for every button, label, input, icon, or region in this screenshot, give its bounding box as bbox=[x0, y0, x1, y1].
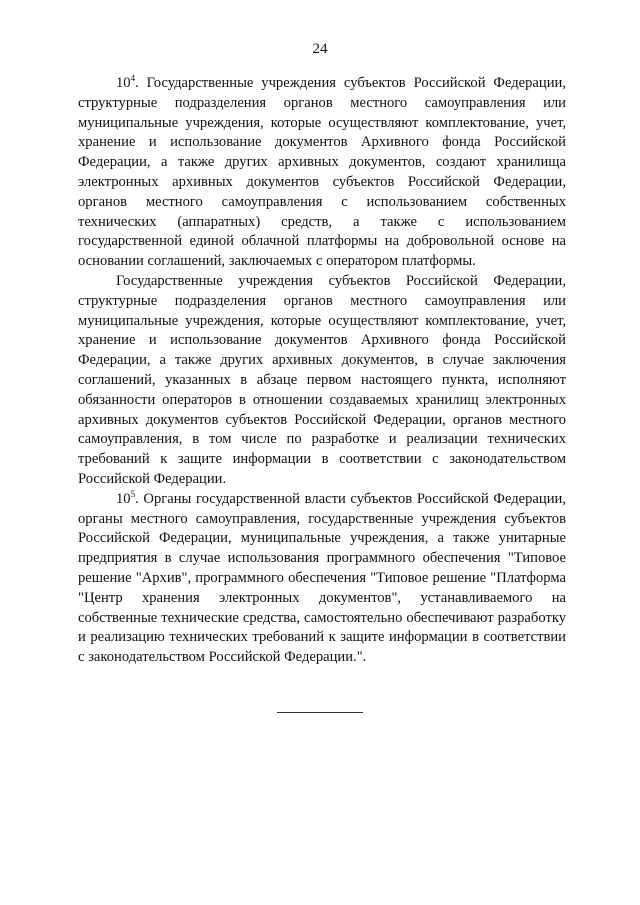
paragraph-text: . Государственные учреждения субъектов Российской Федерации, структурные подразделения органов местного самоуправления или муниципальные учреждения, которые осуществляют комплектование, учет, хранение и использование документов Архивного фонда Российской Федерации, а также других архивных документов, создают хранилища электронных архивных документов субъектов Российской Федерации, органов местного самоуправления с использованием собственных технических (аппаратных) средств, а также с использованием государственной единой облачной платформы на добровольной основе на основании соглашений, заключаемых с оператором платформы. bbox=[78, 75, 566, 270]
document-body bbox=[78, 74, 566, 668]
paragraph-10-5 bbox=[78, 490, 566, 668]
paragraph-text: Государственные учреждения субъектов Российской Федерации, структурные подразделения органов местного самоуправления или муниципальные учреждения, которые осуществляют комплектование, учет, хранение и использование документов Архивного фонда Российской Федерации, а также других архивных документов, в случае заключения соглашений, указанных в абзаце первом настоящего пункта, исполняют обязанности операторов в отношении создаваемых хранилищ электронных архивных документов субъектов Российской Федерации, органов местного самоуправления, в том числе по разработке и реализации технических требований к защите информации в соответствии с законодательством Российской Федерации. bbox=[78, 272, 566, 487]
clause-superscript: 5 bbox=[130, 488, 136, 499]
paragraph-10-4 bbox=[78, 74, 566, 272]
paragraph-text: . Органы государственной власти субъектов Российской Федерации, органы местного самоуправления, государственные учреждения субъектов Российской Федерации, муниципальные учреждения, а также унитарные предприятия в случае использования программного обеспечения "Типовое решение "Архив", программного обеспечения "Типовое решение "Платформа "Центр хранения электронных документов", устанавливаемого на собственные технические средства, самостоятельно обеспечивают разработку и реализацию технических требований к защите информации в соответствии с законодательством Российской Федерации.". bbox=[78, 490, 566, 666]
clause-superscript: 4 bbox=[130, 73, 136, 84]
paragraph-second bbox=[78, 272, 566, 490]
clause-number: 10 bbox=[116, 490, 131, 507]
clause-number: 10 bbox=[116, 75, 131, 91]
end-divider bbox=[277, 712, 363, 713]
page-number: 24 bbox=[312, 41, 328, 57]
